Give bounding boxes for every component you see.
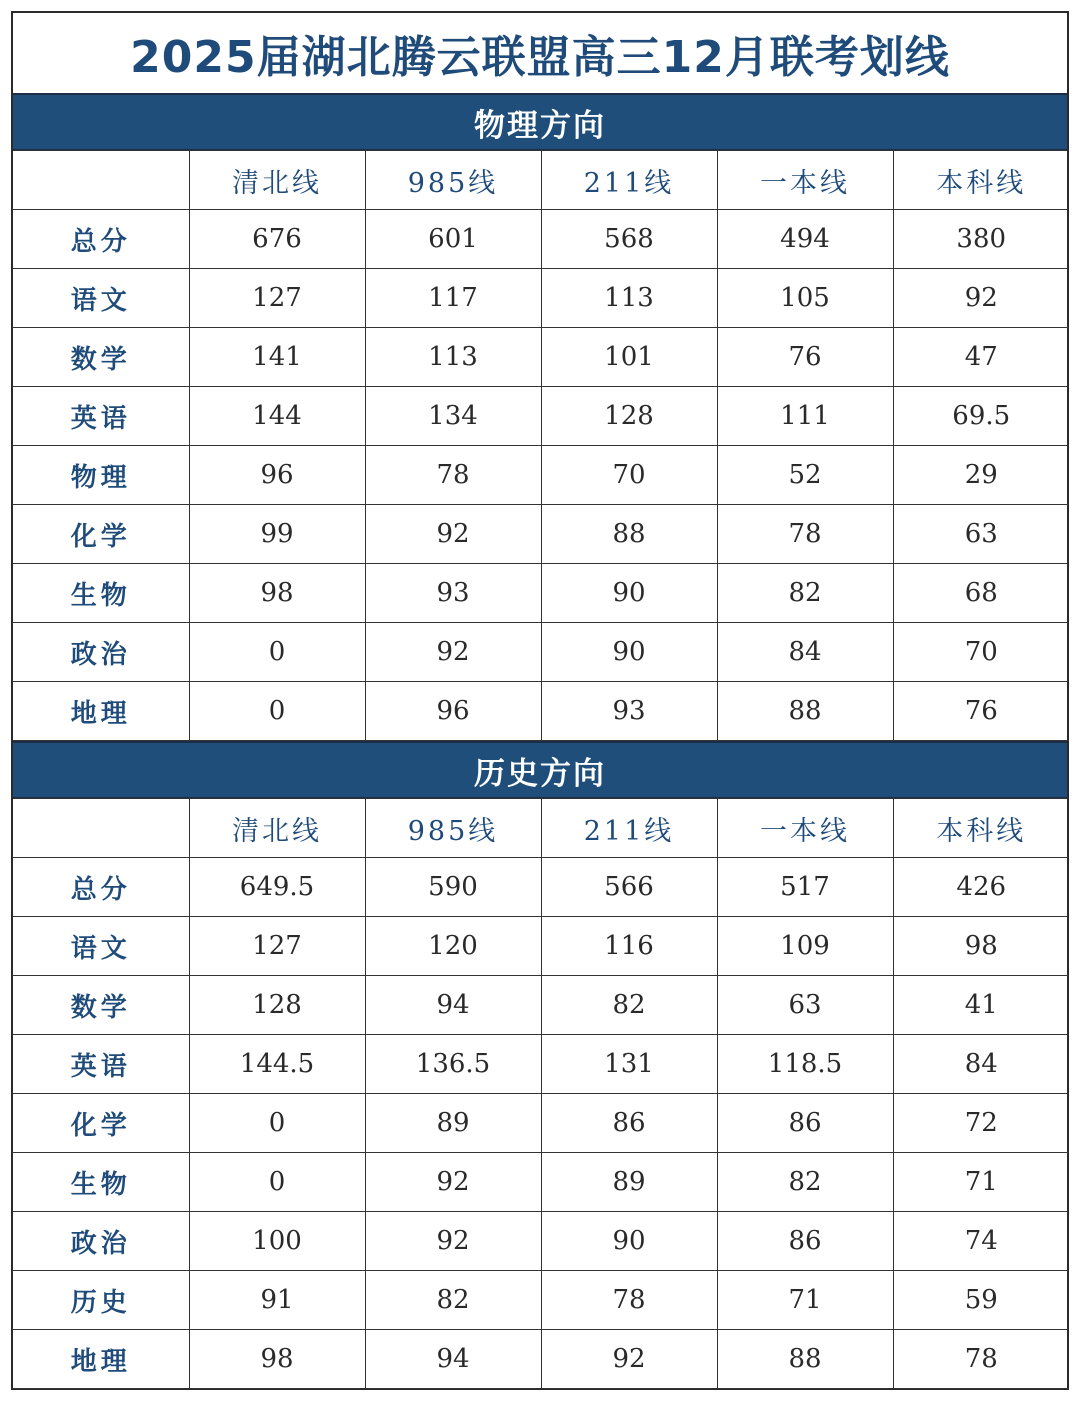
score-cell: 118.5: [717, 1035, 893, 1094]
subject-label: 生物: [13, 564, 189, 623]
score-cell: 93: [365, 564, 541, 623]
score-cell: 98: [893, 917, 1069, 976]
table-row: [13, 446, 1069, 505]
score-cell: 101: [541, 328, 717, 387]
score-cell: 71: [717, 1271, 893, 1330]
score-cell: 63: [893, 505, 1069, 564]
score-cell: 88: [717, 1330, 893, 1389]
table-row: [13, 623, 1069, 682]
subject-label: 政治: [13, 1212, 189, 1271]
score-cell: 76: [893, 682, 1069, 741]
score-cell: 90: [541, 623, 717, 682]
subject-label: 化学: [13, 1094, 189, 1153]
score-cell: 0: [189, 623, 365, 682]
table-row: [13, 976, 1069, 1035]
score-cell: 70: [541, 446, 717, 505]
subject-label: 政治: [13, 623, 189, 682]
section-history: [13, 741, 1067, 1389]
score-cell: 86: [541, 1094, 717, 1153]
subject-label: 英语: [13, 387, 189, 446]
column-header: 211线: [541, 799, 717, 858]
column-header: 一本线: [717, 799, 893, 858]
corner-cell: [13, 151, 189, 210]
score-cell: 100: [189, 1212, 365, 1271]
score-cell: 71: [893, 1153, 1069, 1212]
score-cell: 98: [189, 1330, 365, 1389]
score-cell: 494: [717, 210, 893, 269]
corner-cell: [13, 799, 189, 858]
table-row: [13, 1330, 1069, 1389]
score-cell: 113: [365, 328, 541, 387]
score-cell: 82: [365, 1271, 541, 1330]
table-row: [13, 917, 1069, 976]
score-cell: 72: [893, 1094, 1069, 1153]
score-cell: 127: [189, 269, 365, 328]
score-cell: 96: [189, 446, 365, 505]
subject-label: 历史: [13, 1271, 189, 1330]
score-cell: 99: [189, 505, 365, 564]
score-cell: 69.5: [893, 387, 1069, 446]
subject-label: 语文: [13, 917, 189, 976]
score-cell: 144.5: [189, 1035, 365, 1094]
score-cell: 0: [189, 682, 365, 741]
score-cell: 89: [541, 1153, 717, 1212]
score-cell: 82: [541, 976, 717, 1035]
column-header: 一本线: [717, 151, 893, 210]
score-cell: 676: [189, 210, 365, 269]
subject-label: 化学: [13, 505, 189, 564]
score-cell: 426: [893, 858, 1069, 917]
score-cell: 98: [189, 564, 365, 623]
score-cell: 566: [541, 858, 717, 917]
score-cell: 111: [717, 387, 893, 446]
score-cell: 59: [893, 1271, 1069, 1330]
score-cell: 94: [365, 976, 541, 1035]
page-title: 2025届湖北腾云联盟高三12月联考划线: [130, 32, 950, 83]
column-header: 清北线: [189, 151, 365, 210]
score-cell: 84: [717, 623, 893, 682]
score-cell: 70: [893, 623, 1069, 682]
section-header: 物理方向: [13, 93, 1067, 150]
score-cell: 590: [365, 858, 541, 917]
score-cell: 47: [893, 328, 1069, 387]
score-cell: 78: [541, 1271, 717, 1330]
table-row: [13, 1212, 1069, 1271]
page-frame: [11, 11, 1069, 1390]
table-row: [13, 858, 1069, 917]
score-cell: 88: [717, 682, 893, 741]
table-row: [13, 1094, 1069, 1153]
table-row: [13, 269, 1069, 328]
score-cell: 134: [365, 387, 541, 446]
column-header: 清北线: [189, 799, 365, 858]
score-cell: 0: [189, 1094, 365, 1153]
column-header: 本科线: [893, 799, 1069, 858]
subject-label: 地理: [13, 1330, 189, 1389]
subject-label: 语文: [13, 269, 189, 328]
score-cell: 78: [365, 446, 541, 505]
score-cell: 517: [717, 858, 893, 917]
score-cell: 92: [365, 1212, 541, 1271]
score-cell: 91: [189, 1271, 365, 1330]
subject-label: 生物: [13, 1153, 189, 1212]
table-row: [13, 1035, 1069, 1094]
score-cell: 90: [541, 564, 717, 623]
score-cell: 144: [189, 387, 365, 446]
score-cell: 96: [365, 682, 541, 741]
score-cell: 105: [717, 269, 893, 328]
score-cell: 88: [541, 505, 717, 564]
subject-label: 数学: [13, 328, 189, 387]
score-cell: 109: [717, 917, 893, 976]
score-cell: 52: [717, 446, 893, 505]
score-cell: 78: [717, 505, 893, 564]
score-cell: 120: [365, 917, 541, 976]
score-cell: 78: [893, 1330, 1069, 1389]
score-cell: 89: [365, 1094, 541, 1153]
score-table: [13, 798, 1069, 1389]
score-cell: 117: [365, 269, 541, 328]
score-cell: 41: [893, 976, 1069, 1035]
subject-label: 英语: [13, 1035, 189, 1094]
table-row: [13, 328, 1069, 387]
score-cell: 113: [541, 269, 717, 328]
score-cell: 29: [893, 446, 1069, 505]
section-header: 历史方向: [13, 741, 1067, 798]
subject-label: 总分: [13, 210, 189, 269]
score-cell: 94: [365, 1330, 541, 1389]
score-cell: 649.5: [189, 858, 365, 917]
subject-label: 总分: [13, 858, 189, 917]
column-header: 985线: [365, 799, 541, 858]
score-cell: 74: [893, 1212, 1069, 1271]
column-header: 211线: [541, 151, 717, 210]
table-row: [13, 564, 1069, 623]
score-cell: 92: [365, 1153, 541, 1212]
score-cell: 116: [541, 917, 717, 976]
score-cell: 127: [189, 917, 365, 976]
table-row: [13, 682, 1069, 741]
score-cell: 380: [893, 210, 1069, 269]
score-cell: 128: [541, 387, 717, 446]
score-cell: 86: [717, 1212, 893, 1271]
score-cell: 92: [893, 269, 1069, 328]
score-cell: 0: [189, 1153, 365, 1212]
score-cell: 92: [365, 623, 541, 682]
subject-label: 物理: [13, 446, 189, 505]
column-header: 985线: [365, 151, 541, 210]
subject-label: 地理: [13, 682, 189, 741]
table-row: [13, 210, 1069, 269]
table-row: [13, 1153, 1069, 1212]
table-row: [13, 505, 1069, 564]
score-cell: 136.5: [365, 1035, 541, 1094]
table-header-row: [13, 799, 1069, 858]
score-cell: 568: [541, 210, 717, 269]
score-cell: 92: [541, 1330, 717, 1389]
subject-label: 数学: [13, 976, 189, 1035]
section-physics: [13, 93, 1067, 741]
table-row: [13, 1271, 1069, 1330]
score-cell: 128: [189, 976, 365, 1035]
column-header: 本科线: [893, 151, 1069, 210]
score-cell: 68: [893, 564, 1069, 623]
table-header-row: [13, 151, 1069, 210]
score-cell: 63: [717, 976, 893, 1035]
score-cell: 90: [541, 1212, 717, 1271]
score-cell: 82: [717, 1153, 893, 1212]
score-cell: 92: [365, 505, 541, 564]
table-row: [13, 387, 1069, 446]
score-table: [13, 150, 1069, 741]
score-cell: 601: [365, 210, 541, 269]
score-cell: 93: [541, 682, 717, 741]
score-cell: 141: [189, 328, 365, 387]
score-cell: 76: [717, 328, 893, 387]
score-cell: 84: [893, 1035, 1069, 1094]
score-cell: 131: [541, 1035, 717, 1094]
score-cell: 82: [717, 564, 893, 623]
score-cell: 86: [717, 1094, 893, 1153]
